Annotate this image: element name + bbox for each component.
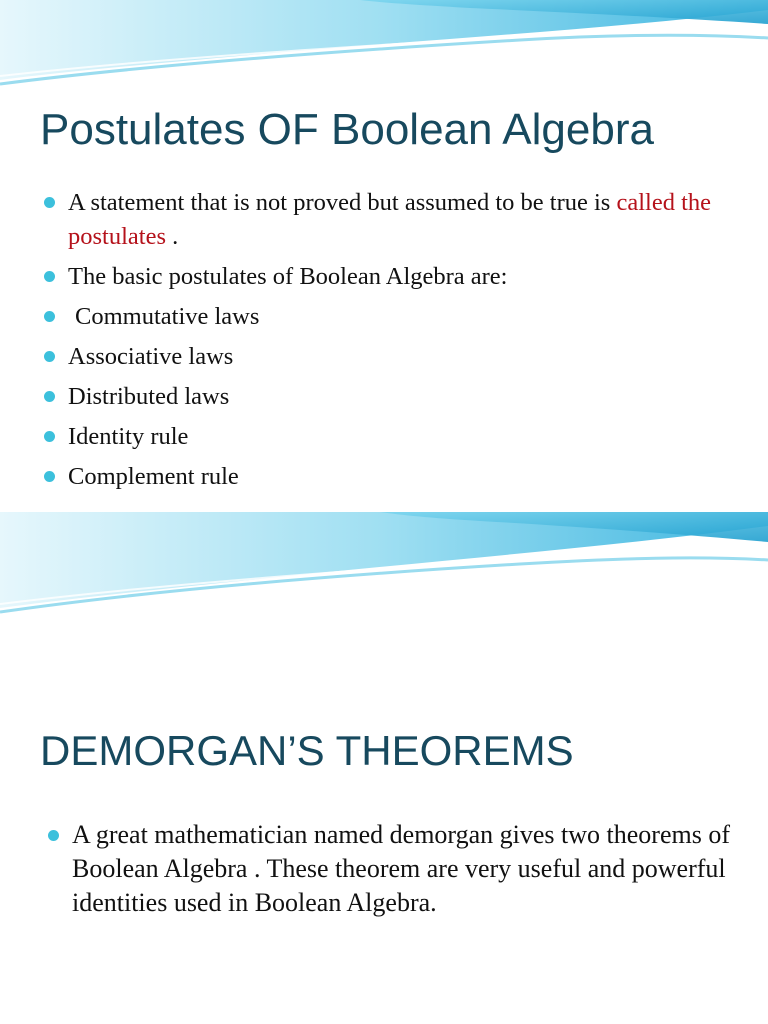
bullet-icon	[44, 471, 55, 482]
bullet-icon	[44, 431, 55, 442]
list-item	[44, 460, 744, 494]
bullet-list	[44, 186, 744, 500]
slide-title: DEMORGAN’S THEOREMS	[40, 727, 574, 774]
item-text: Associative laws	[68, 343, 234, 370]
item-text: Commutative laws	[75, 303, 260, 330]
list-item	[44, 380, 744, 414]
list-item	[44, 340, 744, 374]
bullet-icon	[44, 391, 55, 402]
bullet-list	[48, 818, 738, 926]
header-wave-decoration	[0, 0, 768, 110]
bullet-icon	[48, 830, 59, 841]
item-text: The basic postulates of Boolean Algebra are:	[68, 263, 508, 290]
list-item	[44, 186, 744, 254]
header-wave-decoration	[0, 512, 768, 622]
intro-text: A statement that is not proved but assumed to be true is	[68, 189, 617, 216]
list-item	[44, 420, 744, 454]
list-item	[44, 300, 744, 334]
slide-demorgan	[0, 512, 768, 1024]
bullet-icon	[44, 311, 55, 322]
item-text: Complement rule	[68, 463, 239, 490]
paragraph-text: A great mathematician named demorgan gives two theorems of Boolean Algebra . These theorem are very useful and powerful identities used in Boolean Algebra.	[72, 820, 730, 917]
bullet-icon	[44, 271, 55, 282]
highlighted-text: called the postulates	[68, 189, 711, 250]
list-item	[48, 818, 738, 920]
intro-suffix: .	[166, 223, 179, 250]
slide-title: Postulates OF Boolean Algebra	[40, 105, 654, 154]
list-item	[44, 260, 744, 294]
item-text: Distributed laws	[68, 383, 230, 410]
bullet-icon	[44, 197, 55, 208]
bullet-icon	[44, 351, 55, 362]
item-text: Identity rule	[68, 423, 189, 450]
